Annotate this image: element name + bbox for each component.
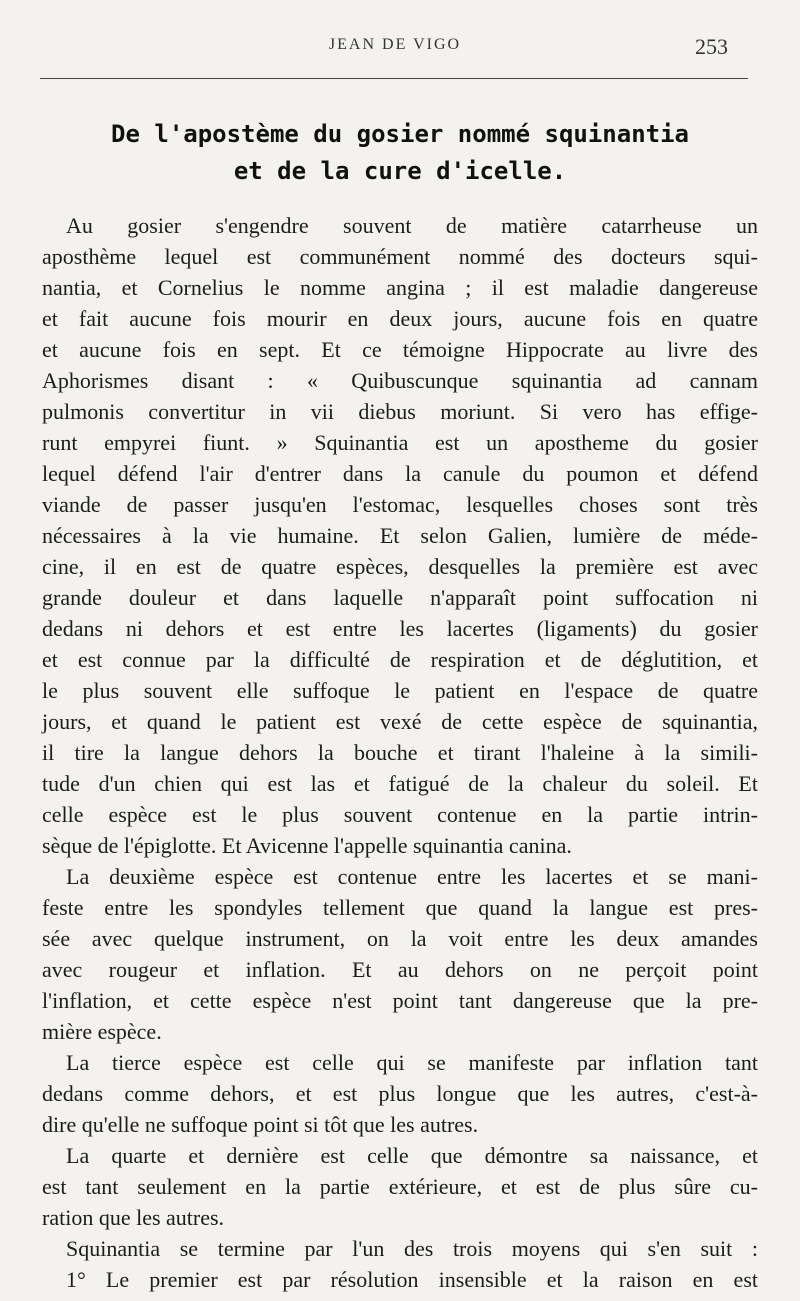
text-line: viande de passer jusqu'en l'estomac, lesquelles choses sont très: [42, 492, 758, 517]
text-line: et est connue par la difficulté de respiration et de déglutition, et: [42, 647, 758, 672]
text-line: Aphorismes disant : « Quibuscunque squinantia ad cannam: [42, 368, 758, 393]
body-text: [42, 210, 758, 1295]
text-line: dire qu'elle ne suffoque point si tôt que les autres.: [42, 1112, 479, 1137]
text-line: il tire la langue dehors la bouche et tirant l'haleine à la simili-: [42, 740, 758, 765]
text-line: Squinantia se termine par l'un des trois moyens qui s'en suit :: [66, 1236, 758, 1261]
section-title: [60, 116, 740, 190]
text-line: runt empyrei fiunt. » Squinantia est un apostheme du gosier: [42, 430, 758, 455]
text-line: et aucune fois en sept. Et ce témoigne Hippocrate au livre des: [42, 337, 758, 362]
section-title-line-1: De l'apostème du gosier nommé squinantia: [111, 120, 689, 148]
text-line: tude d'un chien qui est las et fatigué de la chaleur du soleil. Et: [42, 771, 758, 796]
text-line: La deuxième espèce est contenue entre les lacertes et se mani-: [66, 864, 758, 889]
text-line: grande douleur et dans laquelle n'apparaît point suffocation ni: [42, 585, 758, 610]
text-line: ration que les autres.: [42, 1205, 225, 1230]
text-line: le plus souvent elle suffoque le patient en l'espace de quatre: [42, 678, 758, 703]
text-line: cine, il en est de quatre espèces, desquelles la première est avec: [42, 554, 758, 579]
text-line: aposthème lequel est communément nommé des docteurs squi-: [42, 244, 758, 269]
page-number: 253: [695, 34, 728, 59]
header-rule: [40, 78, 748, 79]
text-line: nécessaires à la vie humaine. Et selon Galien, lumière de méde-: [42, 523, 758, 548]
text-line: est tant seulement en la partie extérieure, et est de plus sûre cu-: [42, 1174, 758, 1199]
text-line: La quarte et dernière est celle que démontre sa naissance, et: [66, 1143, 758, 1168]
text-line: nantia, et Cornelius le nomme angina ; il est maladie dangereuse: [42, 275, 758, 300]
text-line: celle espèce est le plus souvent contenue en la partie intrin-: [42, 802, 758, 827]
section-title-line-2: et de la cure d'icelle.: [233, 157, 567, 185]
text-line: sèque de l'épiglotte. Et Avicenne l'appelle squinantia canina.: [42, 833, 572, 858]
text-line: La tierce espèce est celle qui se manifeste par inflation tant: [66, 1050, 758, 1075]
text-line: jours, et quand le patient est vexé de cette espèce de squinantia,: [42, 709, 758, 734]
text-line: 1° Le premier est par résolution insensible et la raison en est: [66, 1267, 758, 1292]
text-line: dedans ni dehors et est entre les lacertes (ligaments) du gosier: [42, 616, 758, 641]
text-line: sée avec quelque instrument, on la voit entre les deux amandes: [42, 926, 758, 951]
text-line: pulmonis convertitur in vii diebus moriunt. Si vero has effige-: [42, 399, 758, 424]
text-line: et fait aucune fois mourir en deux jours, aucune fois en quatre: [42, 306, 758, 331]
text-line: Au gosier s'engendre souvent de matière catarrheuse un: [66, 213, 758, 238]
text-line: feste entre les spondyles tellement que quand la langue est pres-: [42, 895, 758, 920]
text-line: l'inflation, et cette espèce n'est point tant dangereuse que la pre-: [42, 988, 758, 1013]
text-line: avec rougeur et inflation. Et au dehors on ne perçoit point: [42, 957, 758, 982]
running-head: JEAN DE VIGO: [328, 36, 462, 53]
page-header: [40, 34, 750, 64]
text-line: lequel défend l'air d'entrer dans la canule du poumon et défend: [42, 461, 758, 486]
text-line: dedans comme dehors, et est plus longue que les autres, c'est-à-: [42, 1081, 758, 1106]
text-line: mière espèce.: [42, 1019, 162, 1044]
